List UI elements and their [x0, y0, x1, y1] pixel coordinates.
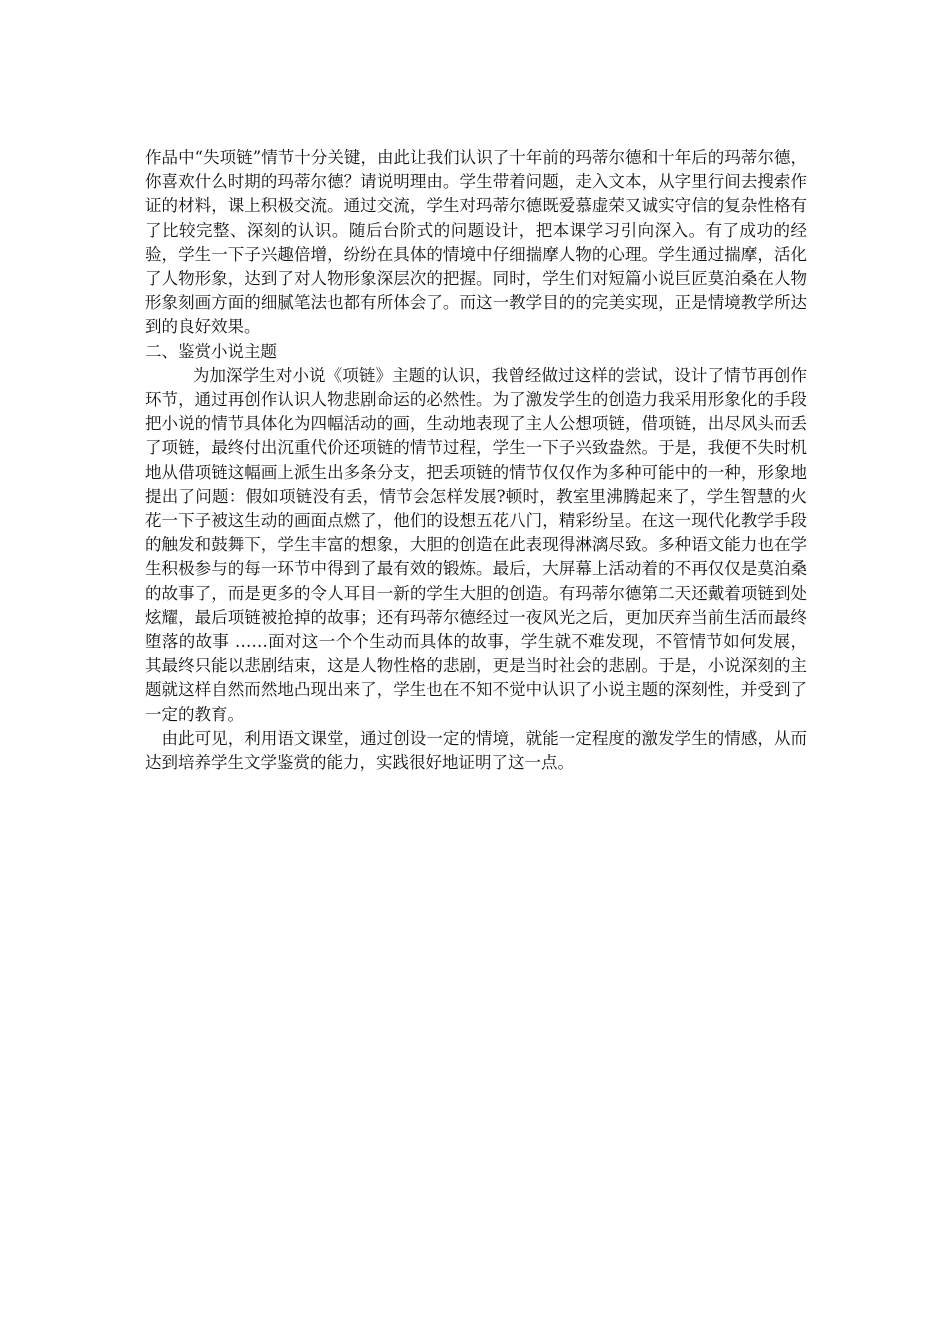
paragraph-character-analysis: 作品中“失项链”情节十分关键，由此让我们认识了十年前的玛蒂尔德和十年后的玛蒂尔德，你喜欢什么时期的玛蒂尔德？请说明理由。学生带着问题，走入文本，从字里行间去搜索作证的材料，课上积极交流。通过交流，学生对玛蒂尔德既爱慕虚荣又诚实守信的复杂性格有了比较完整、深刻的认识。随后台阶式的问题设计，把本课学习引向深入。有了成功的经验，学生一下子兴趣倍增，纷纷在具体的情境中仔细揣摩人物的心理。学生通过揣摩，活化了人物形象，达到了对人物形象深层次的把握。同时，学生们对短篇小说巨匠莫泊桑在人物形象刻画方面的细腻笔法也都有所体会了。而这一教学目的的完美实现，正是情境教学所达到的良好效果。 — [145, 148, 807, 337]
paragraph-theme-appreciation: 为加深学生对小说《项链》主题的认识，我曾经做过这样的尝试，设计了情节再创作环节，通过再创作认识人物悲剧命运的必然性。为了激发学生的创造力我采用形象化的手段把小说的情节具体化为四幅活动的画，生动地表现了主人公想项链，借项链，出尽风头而丢了项链，最终付出沉重代价还项链的情节过程，学生一下子兴致盎然。于是，我便不失时机地从借项链这幅画上派生出多条分支，把丢项链的情节仅仅作为多种可能中的一种，形象地提出了问题：假如项链没有丢，情节会怎样发展?顿时，教室里沸腾起来了，学生智慧的火花一下子被这生动的画面点燃了，他们的设想五花八门，精彩纷呈。在这一现代化教学手段的触发和鼓舞下，学生丰富的想象，大胆的创造在此表现得淋漓尽致。多种语文能力也在学生积极参与的每一环节中得到了最有效的锻炼。最后，大屏幕上活动着的不再仅仅是莫泊桑的故事了，而是更多的令人耳目一新的学生大胆的创造。有玛蒂尔德第二天还戴着项链到处炫耀，最后项链被抢掉的故事；还有玛蒂尔德经过一夜风光之后，更加厌弃当前生活而最终堕落的故事 ……面对这一个个生动而具体的故事，学生就不难发现，不管情节如何发展，其最终只能以悲剧结束，这是人物性格的悲剧，更是当时社会的悲剧。于是，小说深刻的主题就这样自然而然地凸现出来了，学生也在不知不觉中认识了小说主题的深刻性，并受到了一定的教育。 — [145, 365, 807, 724]
paragraph-conclusion: 由此可见，利用语文课堂，通过创设一定的情境，就能一定程度的激发学生的情感，从而达到培养学生文学鉴赏的能力，实践很好地证明了这一点。 — [145, 728, 807, 773]
document-body — [145, 146, 807, 775]
section-heading-theme: 二、鉴赏小说主题 — [145, 341, 277, 361]
